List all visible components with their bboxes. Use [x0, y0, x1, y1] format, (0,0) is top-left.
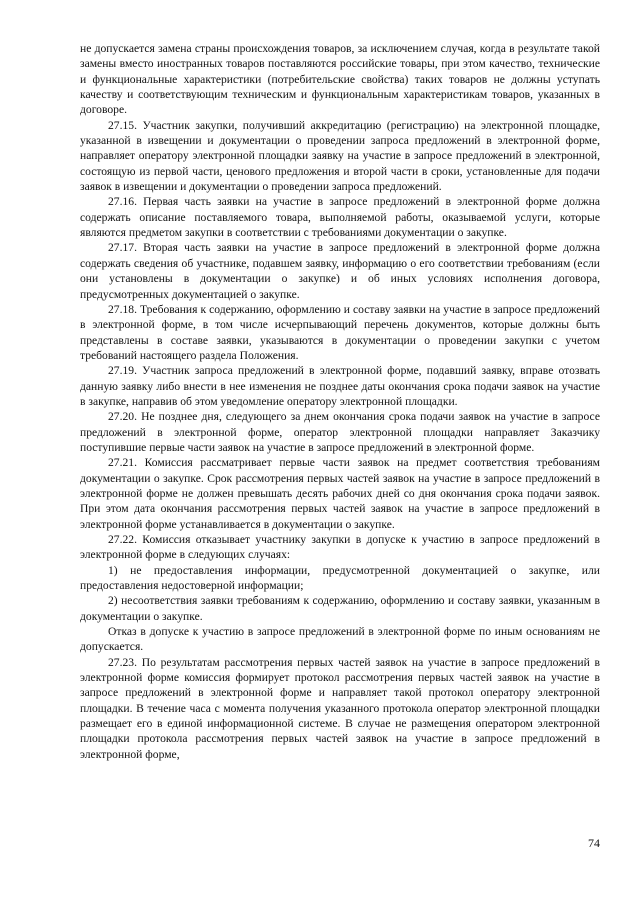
paragraph-27-19: 27.19. Участник запроса предложений в электронной форме, подавший заявку, вправе отозвать данную заявку либо внести в нее изменения не позднее даты окончания срока подачи заявок на участие в закупке, направив об этом уведомление оператору электронной площадки.: [80, 364, 600, 408]
paragraph-27-22: 27.22. Комиссия отказывает участнику закупки в допуске к участию в запросе предложений в электронной форме в следующих случаях:: [80, 533, 600, 562]
paragraph-27-23: 27.23. По результатам рассмотрения первых частей заявок на участие в запросе предложений в электронной форме комиссия формирует протокол рассмотрения первых частей заявок на участие в запросе предложений в электронной форме и направляет такой протокол оператору электронной площадки. В течение часа с момента получения указанного протокола оператор электронной площадки размещает его в единой информационной системе. В случае не размещения оператором электронной площадки протокола рассмотрения первых частей заявок на участие в запросе предложений в электронной форме,: [80, 655, 600, 761]
list-item-27-22-2: 2) несоответствия заявки требованиям к содержанию, оформлению и составу заявки, указанным в документации о закупке.: [80, 594, 600, 623]
paragraph-27-17: 27.17. Вторая часть заявки на участие в запросе предложений в электронной форме должна содержать сведения об участнике, подавшем заявку, информацию о его соответствии требованиям (если они установлены в документации о закупке) и об иных условиях исполнения договора, предусмотренных документацией о закупке.: [80, 241, 600, 301]
paragraph-27-22-closing: Отказ в допуске к участию в запросе предложений в электронной форме по иным основаниям не допускается.: [80, 625, 600, 654]
paragraph-27-15: 27.15. Участник закупки, получивший аккредитацию (регистрацию) на электронной площадке, указанной в извещении и документации о проведении запроса предложений в электронной форме, направляет оператору электронной площадки заявку на участие в запросе предложений в электронной, состоящую из первой части, ценового предложения и второй части в сроки, установленные для подачи заявок в извещении и документации о проведении запроса предложений.: [80, 118, 600, 194]
paragraph-27-18: 27.18. Требования к содержанию, оформлению и составу заявки на участие в запросе предложений в электронной форме, в том числе исчерпывающий перечень документов, которые должны быть представлены в составе заявки, указываются в документации о проведении закупки с учетом требований настоящего раздела Положения.: [80, 302, 600, 362]
paragraph-27-16: 27.16. Первая часть заявки на участие в запросе предложений в электронной форме должна содержать описание поставляемого товара, выполняемой работы, оказываемой услуги, которые являются предметом закупки в соответствии с требованиями документации о закупке.: [80, 195, 600, 240]
list-item-27-22-1: 1) не предоставления информации, предусмотренной документацией о закупке, или предоставления недостоверной информации;: [80, 563, 600, 593]
paragraph-27-20: 27.20. Не позднее дня, следующего за днем окончания срока подачи заявок на участие в запросе предложений в электронной форме, оператор электронной площадки направляет Заказчику поступившие первые части заявок на участие в запросе предложений в электронной форме.: [80, 410, 600, 454]
paragraph-continuation: не допускается замена страны происхождения товаров, за исключением случая, когда в результате такой замены вместо иностранных товаров поставляются российские товары, при этом качество, технические и функциональные характеристики (потребительские свойства) таких товаров не должны уступать качеству и соответствующим техническим и функциональным характеристикам товаров, указанных в договоре.: [80, 42, 600, 117]
paragraph-27-21: 27.21. Комиссия рассматривает первые части заявок на предмет соответствия требованиям документации о закупке. Срок рассмотрения первых частей заявок на участие в запросе предложений в электронной форме не должен превышать десять рабочих дней со дня окончания срока подачи заявок. При этом дата окончания рассмотрения первых частей заявок на участие в запросе предложений в электронной форме устанавливается в документации о закупке.: [80, 456, 600, 531]
page-number: 74: [588, 836, 600, 850]
document-page: [80, 41, 600, 762]
